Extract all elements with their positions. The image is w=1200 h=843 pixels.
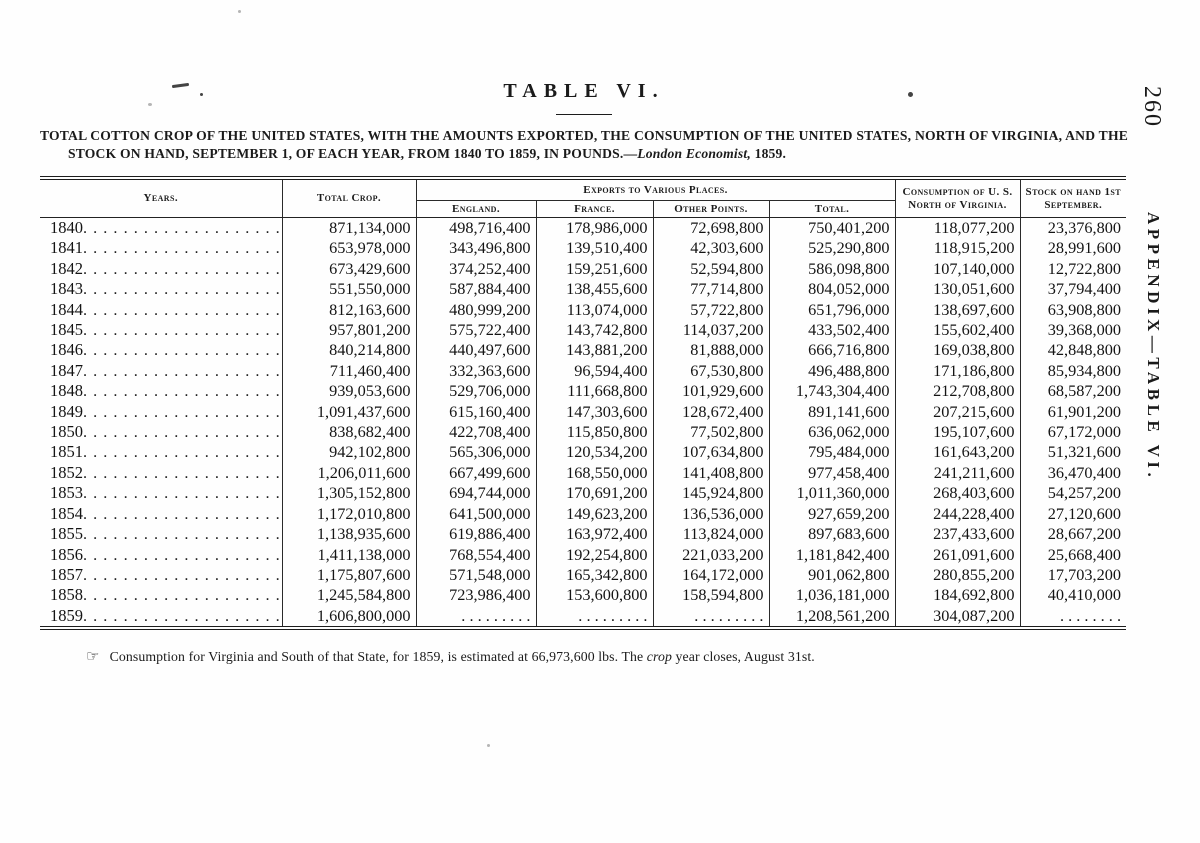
consumption-cell: 107,140,000 xyxy=(895,259,1020,279)
cotton-crop-table xyxy=(40,176,1126,630)
scan-speck xyxy=(238,10,241,13)
england-export-cell: 723,986,400 xyxy=(416,585,536,605)
stock-on-hand-cell: 51,321,600 xyxy=(1020,442,1126,462)
column-header-consumption: Consumption of U. S. North of Virginia. xyxy=(895,178,1020,218)
dot-leader xyxy=(83,463,282,482)
england-export-cell: 422,708,400 xyxy=(416,422,536,442)
france-export-cell: 165,342,800 xyxy=(536,565,653,585)
column-header-other-points: Other Points. xyxy=(653,200,769,218)
france-export-cell: 159,251,600 xyxy=(536,259,653,279)
caption-source-year: 1859. xyxy=(750,146,787,161)
total-export-cell: 901,062,800 xyxy=(769,565,895,585)
year-label: 1845 xyxy=(50,320,83,340)
year-label: 1841 xyxy=(50,238,83,258)
stock-on-hand-cell: 27,120,600 xyxy=(1020,504,1126,524)
total-crop-cell: 711,460,400 xyxy=(282,361,416,381)
dot-leader xyxy=(83,422,282,441)
scan-speck xyxy=(148,103,152,106)
other-points-export-cell: 77,714,800 xyxy=(653,279,769,299)
france-export-cell: 138,455,600 xyxy=(536,279,653,299)
caption-source-italic: London Economist, xyxy=(637,146,751,161)
dot-leader xyxy=(83,585,282,604)
consumption-cell: 207,215,600 xyxy=(895,402,1020,422)
dot-leader xyxy=(83,402,282,421)
total-export-cell: 1,208,561,200 xyxy=(769,606,895,628)
footnote xyxy=(40,647,1128,666)
england-export-cell: 565,306,000 xyxy=(416,442,536,462)
france-export-cell: 192,254,800 xyxy=(536,545,653,565)
france-export-cell: 111,668,800 xyxy=(536,381,653,401)
france-export-cell: 115,850,800 xyxy=(536,422,653,442)
year-cell xyxy=(40,340,282,360)
total-crop-cell: 1,091,437,600 xyxy=(282,402,416,422)
other-points-export-cell: 77,502,800 xyxy=(653,422,769,442)
total-crop-cell: 939,053,600 xyxy=(282,381,416,401)
total-crop-cell: 1,206,011,600 xyxy=(282,463,416,483)
consumption-cell: 155,602,400 xyxy=(895,320,1020,340)
dot-leader xyxy=(83,279,282,298)
table-row xyxy=(40,565,1126,585)
column-header-england: England. xyxy=(416,200,536,218)
total-crop-cell: 1,175,807,600 xyxy=(282,565,416,585)
column-header-total: Total. xyxy=(769,200,895,218)
year-label: 1846 xyxy=(50,340,83,360)
table-row xyxy=(40,545,1126,565)
consumption-cell: 184,692,800 xyxy=(895,585,1020,605)
column-group-header-exports: Exports to Various Places. xyxy=(416,178,895,200)
dot-leader xyxy=(83,238,282,257)
column-header-years: Years. xyxy=(40,178,282,218)
stock-on-hand-cell: 36,470,400 xyxy=(1020,463,1126,483)
year-label: 1848 xyxy=(50,381,83,401)
other-points-export-cell: 57,722,800 xyxy=(653,300,769,320)
year-cell xyxy=(40,422,282,442)
other-points-export-cell: 114,037,200 xyxy=(653,320,769,340)
table-row xyxy=(40,483,1126,503)
total-export-cell: 651,796,000 xyxy=(769,300,895,320)
france-export-cell: 143,742,800 xyxy=(536,320,653,340)
year-cell xyxy=(40,585,282,605)
stock-on-hand-cell: . . . . . . . . xyxy=(1020,606,1126,628)
year-cell xyxy=(40,238,282,258)
scan-speck xyxy=(487,744,490,747)
stock-on-hand-cell: 23,376,800 xyxy=(1020,218,1126,239)
table-row xyxy=(40,463,1126,483)
total-crop-cell: 1,138,935,600 xyxy=(282,524,416,544)
year-cell xyxy=(40,504,282,524)
total-crop-cell: 1,411,138,000 xyxy=(282,545,416,565)
page-number: 260 xyxy=(1139,86,1165,128)
total-export-cell: 636,062,000 xyxy=(769,422,895,442)
year-label: 1840 xyxy=(50,218,83,237)
total-export-cell: 795,484,000 xyxy=(769,442,895,462)
consumption-cell: 237,433,600 xyxy=(895,524,1020,544)
other-points-export-cell: 221,033,200 xyxy=(653,545,769,565)
table-body xyxy=(40,218,1126,629)
year-cell xyxy=(40,259,282,279)
consumption-cell: 138,697,600 xyxy=(895,300,1020,320)
year-cell xyxy=(40,483,282,503)
table-row xyxy=(40,259,1126,279)
scan-speck xyxy=(908,92,913,97)
table-row xyxy=(40,320,1126,340)
consumption-cell: 118,915,200 xyxy=(895,238,1020,258)
total-export-cell: 750,401,200 xyxy=(769,218,895,239)
scan-speck xyxy=(200,93,203,96)
england-export-cell: 667,499,600 xyxy=(416,463,536,483)
consumption-cell: 169,038,800 xyxy=(895,340,1020,360)
dot-leader xyxy=(83,504,282,523)
england-export-cell: 575,722,400 xyxy=(416,320,536,340)
total-export-cell: 666,716,800 xyxy=(769,340,895,360)
year-label: 1854 xyxy=(50,503,83,523)
year-label: 1855 xyxy=(50,524,83,544)
other-points-export-cell: 141,408,800 xyxy=(653,463,769,483)
year-label: 1856 xyxy=(50,544,83,564)
england-export-cell: 343,496,800 xyxy=(416,238,536,258)
caption-main-text: TOTAL COTTON CROP OF THE UNITED STATES, WITH THE AMOUNTS EXPORTED, THE CONSUMPTION OF THE UNITED STATES, NORTH OF VIRGINIA, AND THE STOCK ON HAND, SEPTEMBER 1, OF EACH YEAR, FROM 1840 TO 1859, IN POUNDS.— xyxy=(40,128,1128,161)
france-export-cell: 120,534,200 xyxy=(536,442,653,462)
consumption-cell: 171,186,800 xyxy=(895,361,1020,381)
year-cell xyxy=(40,545,282,565)
france-export-cell: 147,303,600 xyxy=(536,402,653,422)
table-row xyxy=(40,340,1126,360)
table-row xyxy=(40,238,1126,258)
france-export-cell: . . . . . . . . . xyxy=(536,606,653,628)
france-export-cell: 153,600,800 xyxy=(536,585,653,605)
year-cell xyxy=(40,361,282,381)
other-points-export-cell: 72,698,800 xyxy=(653,218,769,239)
stock-on-hand-cell: 67,172,000 xyxy=(1020,422,1126,442)
england-export-cell: 332,363,600 xyxy=(416,361,536,381)
other-points-export-cell: 145,924,800 xyxy=(653,483,769,503)
france-export-cell: 113,074,000 xyxy=(536,300,653,320)
table-caption xyxy=(40,127,1128,163)
england-export-cell: 768,554,400 xyxy=(416,545,536,565)
stock-on-hand-cell: 63,908,800 xyxy=(1020,300,1126,320)
total-export-cell: 1,181,842,400 xyxy=(769,545,895,565)
england-export-cell: 440,497,600 xyxy=(416,340,536,360)
other-points-export-cell: 164,172,000 xyxy=(653,565,769,585)
france-export-cell: 139,510,400 xyxy=(536,238,653,258)
year-cell xyxy=(40,320,282,340)
england-export-cell: 587,884,400 xyxy=(416,279,536,299)
other-points-export-cell: 158,594,800 xyxy=(653,585,769,605)
table-row xyxy=(40,585,1126,605)
year-label: 1858 xyxy=(50,585,83,605)
year-label: 1851 xyxy=(50,442,83,462)
year-cell xyxy=(40,381,282,401)
total-crop-cell: 1,172,010,800 xyxy=(282,504,416,524)
stock-on-hand-cell: 61,901,200 xyxy=(1020,402,1126,422)
total-crop-cell: 812,163,600 xyxy=(282,300,416,320)
stock-on-hand-cell: 85,934,800 xyxy=(1020,361,1126,381)
other-points-export-cell: 136,536,000 xyxy=(653,504,769,524)
total-export-cell: 977,458,400 xyxy=(769,463,895,483)
year-label: 1844 xyxy=(50,299,83,319)
consumption-cell: 268,403,600 xyxy=(895,483,1020,503)
year-label: 1850 xyxy=(50,422,83,442)
england-export-cell: 498,716,400 xyxy=(416,218,536,239)
other-points-export-cell: . . . . . . . . . xyxy=(653,606,769,628)
footnote-text-start: Consumption for Virginia and South of that State, for 1859, is estimated at 66,973,600 lbs. The xyxy=(109,649,647,665)
france-export-cell: 149,623,200 xyxy=(536,504,653,524)
total-export-cell: 1,036,181,000 xyxy=(769,585,895,605)
dot-leader xyxy=(83,300,282,319)
title-underline-rule xyxy=(556,114,612,115)
table-row xyxy=(40,422,1126,442)
page-content xyxy=(40,80,1128,666)
other-points-export-cell: 67,530,800 xyxy=(653,361,769,381)
stock-on-hand-cell: 68,587,200 xyxy=(1020,381,1126,401)
total-export-cell: 804,052,000 xyxy=(769,279,895,299)
year-cell xyxy=(40,463,282,483)
stock-on-hand-cell: 12,722,800 xyxy=(1020,259,1126,279)
stock-on-hand-cell: 28,667,200 xyxy=(1020,524,1126,544)
year-cell xyxy=(40,300,282,320)
total-crop-cell: 871,134,000 xyxy=(282,218,416,239)
table-row xyxy=(40,381,1126,401)
stock-on-hand-cell: 28,991,600 xyxy=(1020,238,1126,258)
total-export-cell: 586,098,800 xyxy=(769,259,895,279)
consumption-cell: 161,643,200 xyxy=(895,442,1020,462)
stock-on-hand-cell: 37,794,400 xyxy=(1020,279,1126,299)
column-header-total-crop: Total Crop. xyxy=(282,178,416,218)
year-cell xyxy=(40,524,282,544)
consumption-cell: 130,051,600 xyxy=(895,279,1020,299)
stock-on-hand-cell: 40,410,000 xyxy=(1020,585,1126,605)
stock-on-hand-cell: 42,848,800 xyxy=(1020,340,1126,360)
dot-leader xyxy=(83,606,282,625)
england-export-cell: 641,500,000 xyxy=(416,504,536,524)
dot-leader xyxy=(83,340,282,359)
other-points-export-cell: 42,303,600 xyxy=(653,238,769,258)
table-row xyxy=(40,402,1126,422)
table-row xyxy=(40,606,1126,628)
year-cell xyxy=(40,279,282,299)
other-points-export-cell: 113,824,000 xyxy=(653,524,769,544)
total-crop-cell: 957,801,200 xyxy=(282,320,416,340)
total-crop-cell: 1,245,584,800 xyxy=(282,585,416,605)
table-row xyxy=(40,279,1126,299)
year-label: 1842 xyxy=(50,258,83,278)
england-export-cell: 529,706,000 xyxy=(416,381,536,401)
column-header-stock: Stock on hand 1st September. xyxy=(1020,178,1126,218)
table-header xyxy=(40,178,1126,218)
total-crop-cell: 942,102,800 xyxy=(282,442,416,462)
dot-leader xyxy=(83,320,282,339)
year-label: 1847 xyxy=(50,360,83,380)
france-export-cell: 178,986,000 xyxy=(536,218,653,239)
france-export-cell: 170,691,200 xyxy=(536,483,653,503)
dot-leader xyxy=(83,218,282,237)
france-export-cell: 168,550,000 xyxy=(536,463,653,483)
year-label: 1852 xyxy=(50,462,83,482)
year-cell xyxy=(40,402,282,422)
year-label: 1857 xyxy=(50,564,83,584)
total-crop-cell: 1,305,152,800 xyxy=(282,483,416,503)
column-header-france: France. xyxy=(536,200,653,218)
year-label: 1859 xyxy=(50,605,83,625)
dot-leader xyxy=(83,483,282,502)
france-export-cell: 96,594,400 xyxy=(536,361,653,381)
stock-on-hand-cell: 25,668,400 xyxy=(1020,545,1126,565)
total-export-cell: 496,488,800 xyxy=(769,361,895,381)
consumption-cell: 280,855,200 xyxy=(895,565,1020,585)
dot-leader xyxy=(83,524,282,543)
footnote-text-end: year closes, August 31st. xyxy=(671,649,815,665)
table-row xyxy=(40,300,1126,320)
total-crop-cell: 838,682,400 xyxy=(282,422,416,442)
consumption-cell: 118,077,200 xyxy=(895,218,1020,239)
year-label: 1849 xyxy=(50,401,83,421)
stock-on-hand-cell: 39,368,000 xyxy=(1020,320,1126,340)
total-export-cell: 525,290,800 xyxy=(769,238,895,258)
england-export-cell: 480,999,200 xyxy=(416,300,536,320)
consumption-cell: 261,091,600 xyxy=(895,545,1020,565)
year-cell xyxy=(40,218,282,239)
total-crop-cell: 673,429,600 xyxy=(282,259,416,279)
page-title: TABLE VI. xyxy=(503,80,665,102)
other-points-export-cell: 81,888,000 xyxy=(653,340,769,360)
consumption-cell: 195,107,600 xyxy=(895,422,1020,442)
consumption-cell: 304,087,200 xyxy=(895,606,1020,628)
england-export-cell: 374,252,400 xyxy=(416,259,536,279)
other-points-export-cell: 107,634,800 xyxy=(653,442,769,462)
total-crop-cell: 1,606,800,000 xyxy=(282,606,416,628)
dot-leader xyxy=(83,545,282,564)
consumption-cell: 241,211,600 xyxy=(895,463,1020,483)
year-cell xyxy=(40,565,282,585)
stock-on-hand-cell: 17,703,200 xyxy=(1020,565,1126,585)
dot-leader xyxy=(83,442,282,461)
total-crop-cell: 653,978,000 xyxy=(282,238,416,258)
other-points-export-cell: 52,594,800 xyxy=(653,259,769,279)
england-export-cell: 619,886,400 xyxy=(416,524,536,544)
stock-on-hand-cell: 54,257,200 xyxy=(1020,483,1126,503)
england-export-cell: 571,548,000 xyxy=(416,565,536,585)
other-points-export-cell: 101,929,600 xyxy=(653,381,769,401)
total-export-cell: 891,141,600 xyxy=(769,402,895,422)
france-export-cell: 143,881,200 xyxy=(536,340,653,360)
dot-leader xyxy=(83,361,282,380)
total-export-cell: 1,011,360,000 xyxy=(769,483,895,503)
year-label: 1853 xyxy=(50,483,83,503)
england-export-cell: 615,160,400 xyxy=(416,402,536,422)
table-row xyxy=(40,218,1126,239)
table-row xyxy=(40,504,1126,524)
table-row xyxy=(40,442,1126,462)
consumption-cell: 212,708,800 xyxy=(895,381,1020,401)
other-points-export-cell: 128,672,400 xyxy=(653,402,769,422)
england-export-cell: . . . . . . . . . xyxy=(416,606,536,628)
year-cell xyxy=(40,606,282,628)
table-row xyxy=(40,361,1126,381)
table-row xyxy=(40,524,1126,544)
total-crop-cell: 551,550,000 xyxy=(282,279,416,299)
consumption-cell: 244,228,400 xyxy=(895,504,1020,524)
total-export-cell: 433,502,400 xyxy=(769,320,895,340)
margin-appendix-label: APPENDIX—TABLE VI. xyxy=(1144,212,1163,482)
year-label: 1843 xyxy=(50,279,83,299)
pointing-hand-icon: ☞ xyxy=(86,649,100,666)
france-export-cell: 163,972,400 xyxy=(536,524,653,544)
dot-leader xyxy=(83,381,282,400)
dot-leader xyxy=(83,259,282,278)
total-export-cell: 927,659,200 xyxy=(769,504,895,524)
total-export-cell: 897,683,600 xyxy=(769,524,895,544)
dot-leader xyxy=(83,565,282,584)
total-export-cell: 1,743,304,400 xyxy=(769,381,895,401)
footnote-crop-italic: crop xyxy=(646,649,672,665)
total-crop-cell: 840,214,800 xyxy=(282,340,416,360)
england-export-cell: 694,744,000 xyxy=(416,483,536,503)
year-cell xyxy=(40,442,282,462)
